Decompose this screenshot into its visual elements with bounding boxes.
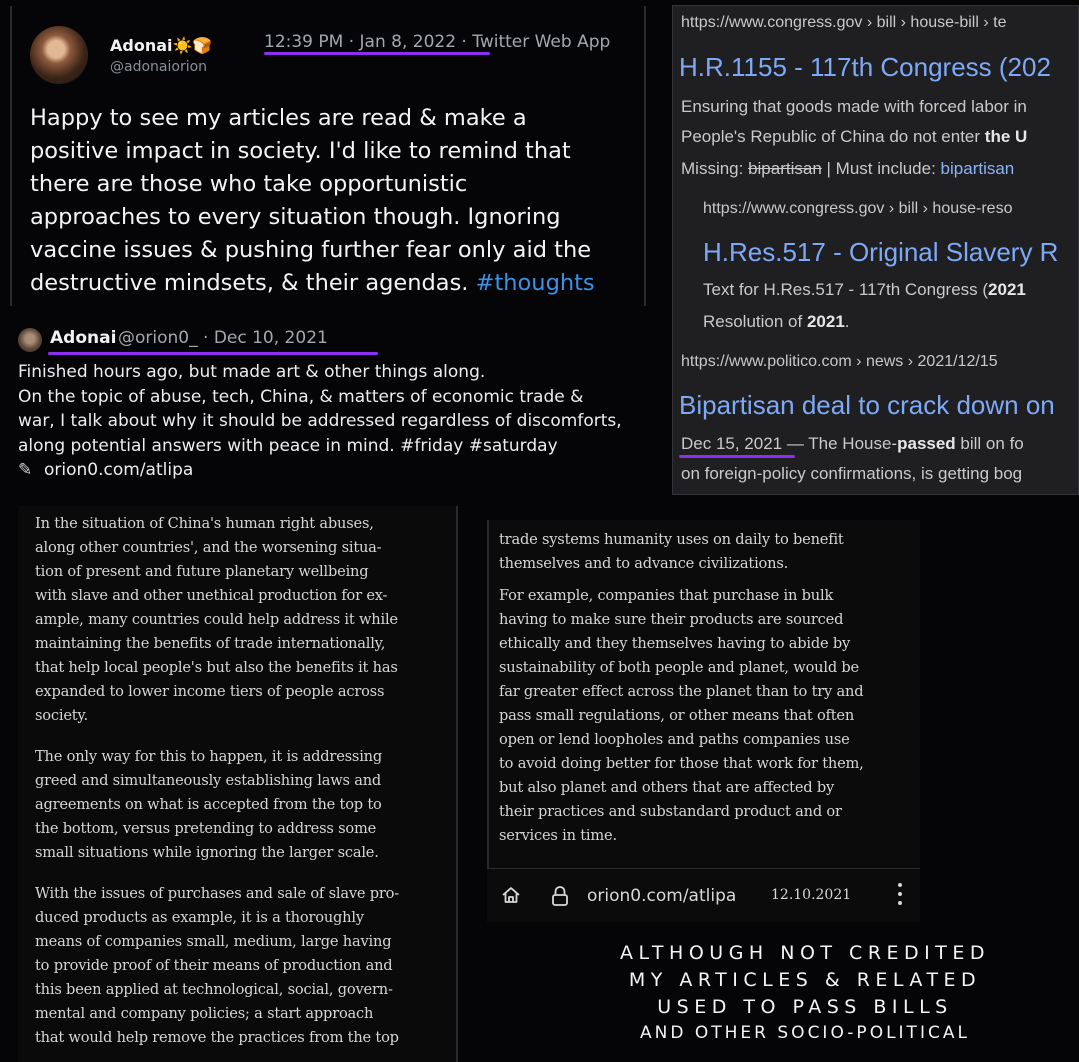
tweet-meta [118, 328, 328, 348]
tweet-line: there are those who take opportunistic [30, 171, 468, 197]
highlight-underline [48, 352, 378, 355]
result-url[interactable]: https://www.politico.com › news › 2021/12/15 [681, 353, 998, 370]
tweet-line: approaches to every situation though. Ignoring [30, 204, 561, 230]
lock-icon[interactable] [551, 885, 569, 907]
result-snippet: Text for H.Res.517 - 117th Congress (2021 [703, 280, 1026, 299]
tweet-link-line [18, 458, 668, 483]
result-url[interactable]: https://www.congress.gov › bill › house-reso [703, 200, 1013, 217]
avatar[interactable] [18, 328, 42, 352]
tweet-client: · Twitter Web App [456, 32, 611, 52]
tweet-body [30, 102, 640, 300]
display-name[interactable]: Adonai☀️🍞 [110, 36, 213, 55]
result-title[interactable]: H.Res.517 - Original Slavery R [703, 237, 1059, 267]
avatar[interactable] [30, 26, 88, 84]
user-handle[interactable]: @orion0_ [118, 328, 198, 348]
name-emojis: ☀️🍞 [172, 36, 213, 55]
caption-line: AND OTHER SOCIO-POLITICAL [640, 1023, 970, 1043]
tweet-line: destructive mindsets, & their agendas. #thoughts [30, 270, 595, 296]
user-handle[interactable]: @adonaiorion [110, 59, 208, 75]
missing-term: bipartisan [748, 159, 822, 178]
caption-line: USED TO PASS BILLS [657, 996, 953, 1018]
result-snippet: Resolution of 2021. [703, 312, 850, 331]
hashtag-link[interactable]: #thoughts [475, 270, 595, 296]
tweet-line: war, I talk about why it should be addressed regardless of discomforts, [18, 411, 622, 431]
tweet-line: positive impact in society. I'd like to remind that [30, 138, 571, 164]
main-tweet [10, 6, 646, 306]
tweet-date[interactable]: · Dec 10, 2021 [197, 328, 328, 348]
article-paragraph: With the issues of purchases and sale of slave pro- duced products as example, it is a thoroughly means of companies small, medium, large having to provide proof of their means of production and this been applied at technological, social, govern- mental and company policies; a start approach that would help remove the practices from the top [35, 885, 399, 1046]
article-paragraph: The only way for this to happen, it is addressing greed and simultaneously establishing laws and agreements on what is accepted from the top to the bottom, versus pretending to address some small situations while ignoring the larger scale. [35, 748, 383, 861]
highlight-underline [264, 52, 490, 55]
address-url[interactable]: orion0.com/atlipa [587, 886, 737, 906]
caption-line: ALTHOUGH NOT CREDITED [619, 942, 991, 964]
caption-line: MY ARTICLES & RELATED [628, 969, 982, 991]
result-snippet: Ensuring that goods made with forced labor in [681, 97, 1027, 116]
article-paragraph: In the situation of China's human right abuses, along other countries', and the worsening situa- tion of present and future planetary wellbeing with slave and other unethical production for ex- ample, many countries could help address it while maintaining the benefits of trade internationally, that help local people's but also the benefits it has expanded to lower income tiers of people across society. [35, 515, 398, 724]
result-date: Dec 15, 2021 [681, 434, 783, 453]
result-url[interactable]: https://www.congress.gov › bill › house-bill › te [681, 14, 1007, 31]
must-include-link[interactable]: bipartisan [940, 159, 1015, 178]
tweet-line: Happy to see my articles are read & make a [30, 105, 527, 131]
article-paragraph: trade systems humanity uses on daily to benefit themselves and to advance civilizations. [499, 531, 844, 572]
pen-icon: ✎ [18, 460, 33, 480]
result-title[interactable]: Bipartisan deal to crack down on [679, 390, 1055, 420]
search-results-panel [672, 5, 1079, 495]
display-name[interactable]: Adonai [50, 328, 117, 348]
tweet-meta [264, 32, 610, 52]
tweet-line: along potential answers with peace in mind. #friday #saturday [18, 435, 558, 456]
highlight-underline [679, 455, 795, 458]
tweet-line: On the topic of abuse, tech, China, & matters of economic trade & [18, 386, 584, 407]
caption-overlay [590, 940, 1020, 1045]
browser-address-bar [487, 868, 920, 922]
page-date: 12.10.2021 [771, 887, 852, 903]
article-paragraph: For example, companies that purchase in bulk having to make sure their products are sourced ethically and they themselves having to abide by sustainability of both people and planet, would be far greater effect across the planet than to try and pass small regulations, or other means that often open or lend loopholes and paths companies use to avoid doing better for those that work for them, but also planet and others that are affected by their practices and substandard product and or services in time. [499, 587, 864, 844]
article-panel-right [487, 520, 920, 920]
tweet-body [18, 360, 668, 483]
tweet-line: vaccine issues & pushing further fear only aid the [30, 237, 592, 263]
article-panel-left [18, 506, 458, 1062]
result-title[interactable]: H.R.1155 - 117th Congress (202 [679, 52, 1051, 82]
home-icon[interactable] [501, 885, 521, 905]
result-snippet: on foreign-policy confirmations, is getting bog [681, 464, 1023, 483]
quoted-tweet [18, 322, 668, 492]
tweet-line: Finished hours ago, but made art & other things along. [18, 362, 486, 382]
more-vertical-icon[interactable] [897, 883, 903, 909]
tweet-timestamp[interactable]: 12:39 PM · Jan 8, 2022 [264, 32, 457, 52]
article-link[interactable]: orion0.com/atlipa [44, 460, 194, 480]
result-missing-terms: Missing: bipartisan | Must include: bipartisan [681, 159, 1015, 178]
result-snippet: Dec 15, 2021 — The House-passed bill on fo [681, 434, 1024, 453]
result-snippet: People's Republic of China do not enter the U [681, 127, 1028, 146]
